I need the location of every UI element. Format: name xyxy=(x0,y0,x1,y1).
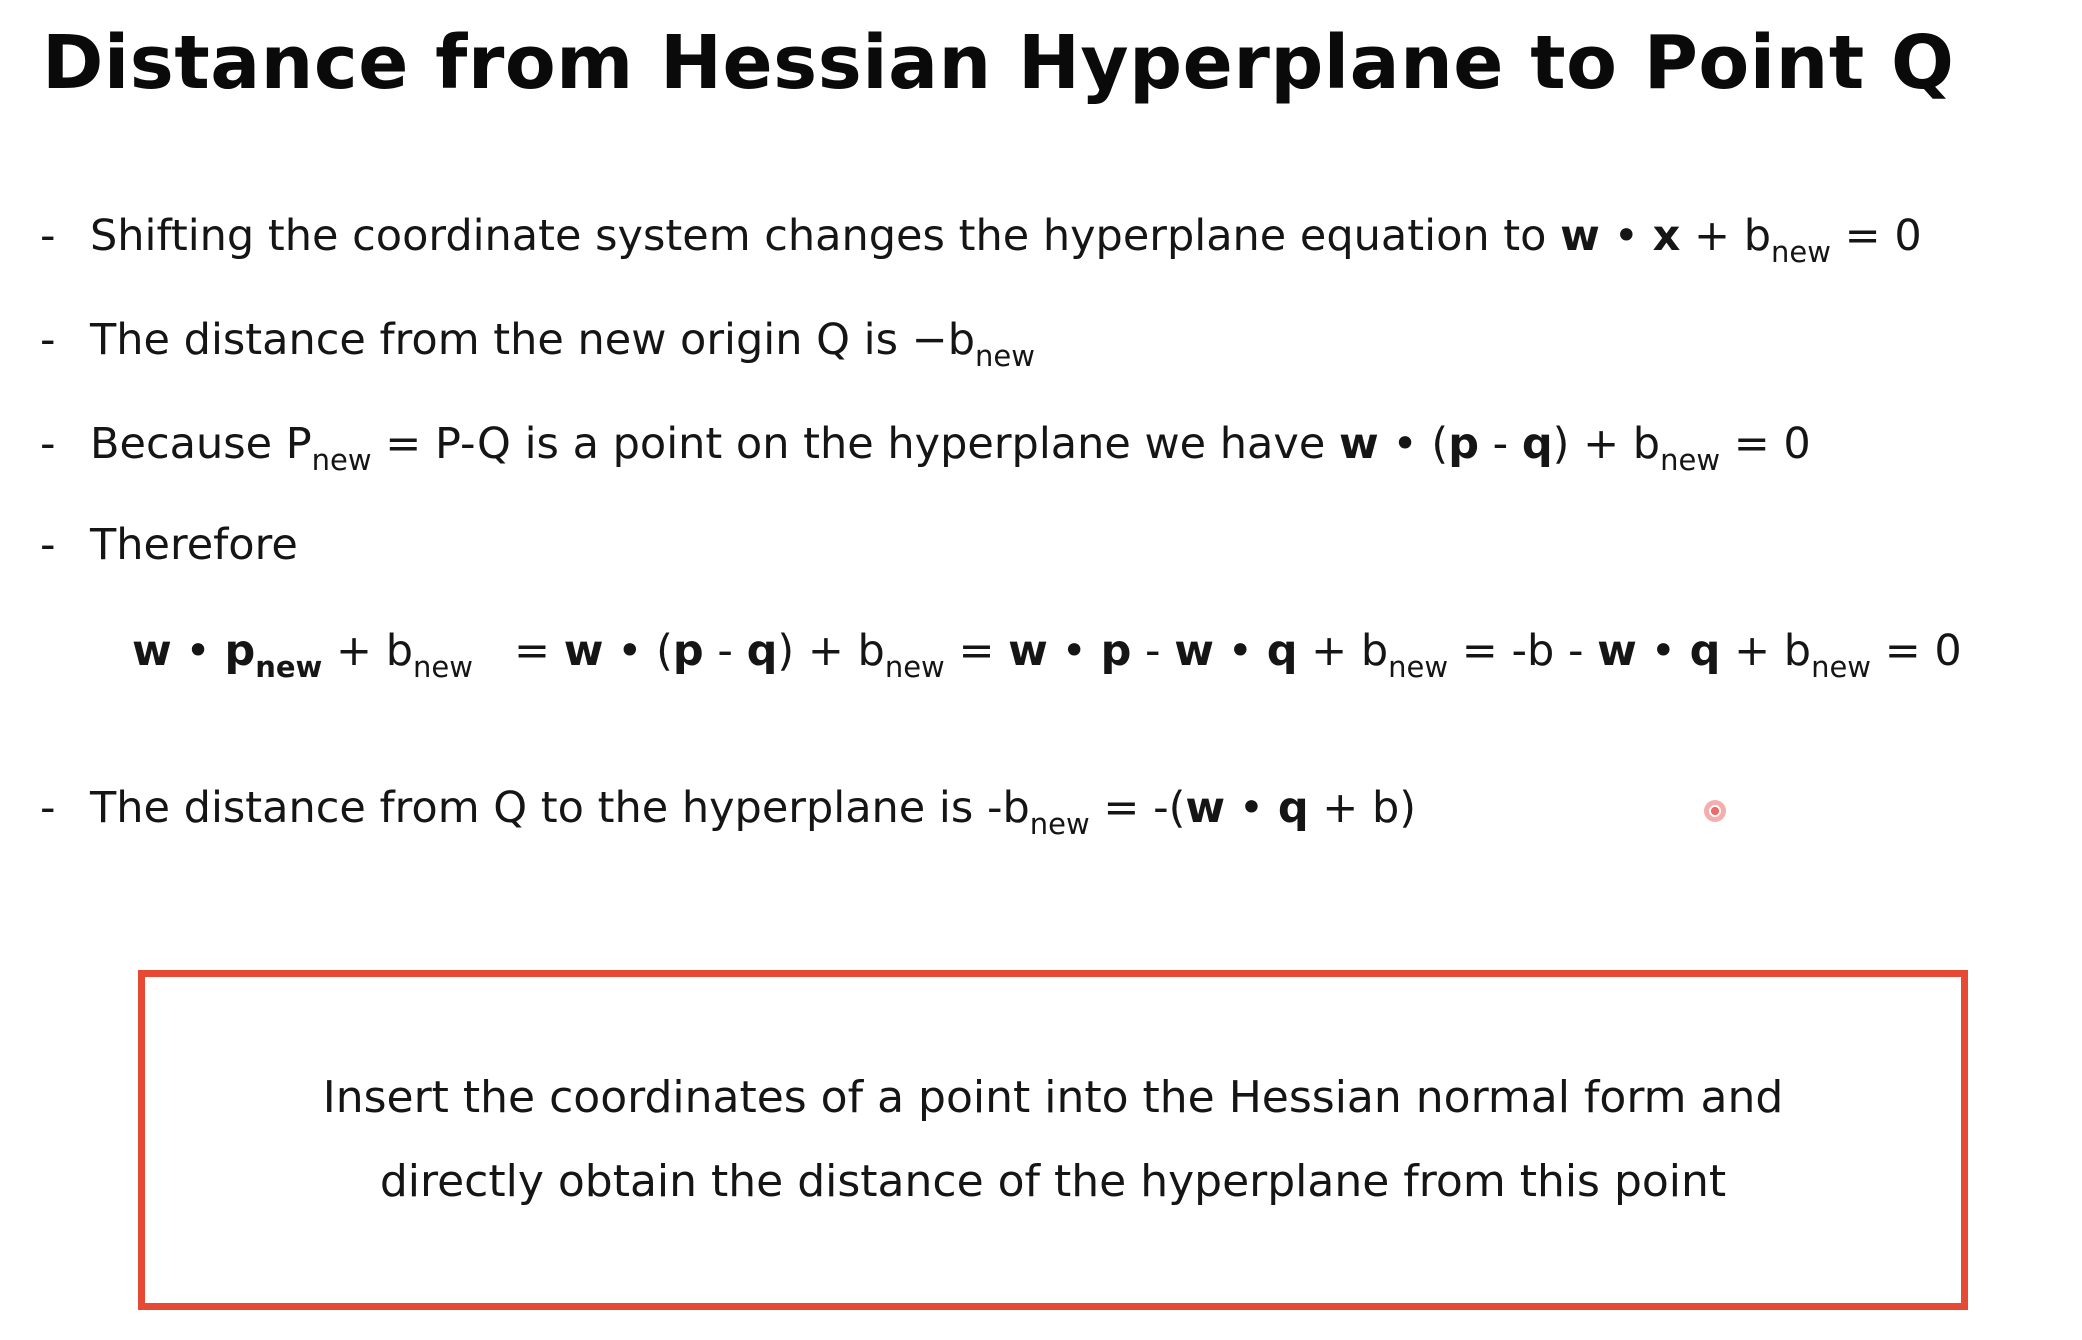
bullet-shifting-coordinates xyxy=(40,206,1922,269)
callout-line-2: directly obtain the distance of the hyperplane from this point xyxy=(379,1156,1727,1207)
bullet-marker: - xyxy=(40,315,56,365)
bullet-text: Therefore xyxy=(90,520,298,570)
bullet-point-on-hyperplane xyxy=(40,414,1811,477)
bullet-distance-new-origin xyxy=(40,310,1035,373)
bullet-therefore xyxy=(40,515,298,575)
bullet-text: Because $P_{new} = P-Q$ is a point on the hyperplane we have w • $(p - q) + b_{new} = 0$ xyxy=(90,419,1811,477)
slide-title: Distance from Hessian Hyperplane to Point Q xyxy=(42,20,1955,106)
derivation-equation: w • $p_{new} + b_{new}$ = w • $(p - q) + b_{new} = w$ • p - w • $q + b_{new} = -b - w$ • $q + b_{new} = 0$ xyxy=(132,626,1962,684)
bullet-marker: - xyxy=(40,419,56,469)
callout-line-1: Insert the coordinates of a point into the Hessian normal form and xyxy=(322,1072,1784,1123)
bullet-text: The distance from the new origin Q is $-b_{new}$ xyxy=(90,315,1035,373)
bullet-marker: - xyxy=(40,520,56,570)
laser-pointer-icon xyxy=(1704,800,1726,822)
bullet-marker: - xyxy=(40,211,56,261)
bullet-text: The distance from Q to the hyperplane is $-b_{new} = -(w$ • q + b) xyxy=(90,783,1417,841)
summary-callout-box xyxy=(138,970,1968,1310)
bullet-marker: - xyxy=(40,783,56,833)
bullet-text: Shifting the coordinate system changes the hyperplane equation to w • $x + b_{new} = 0$ xyxy=(90,211,1922,269)
bullet-distance-q-hyperplane xyxy=(40,778,1417,841)
